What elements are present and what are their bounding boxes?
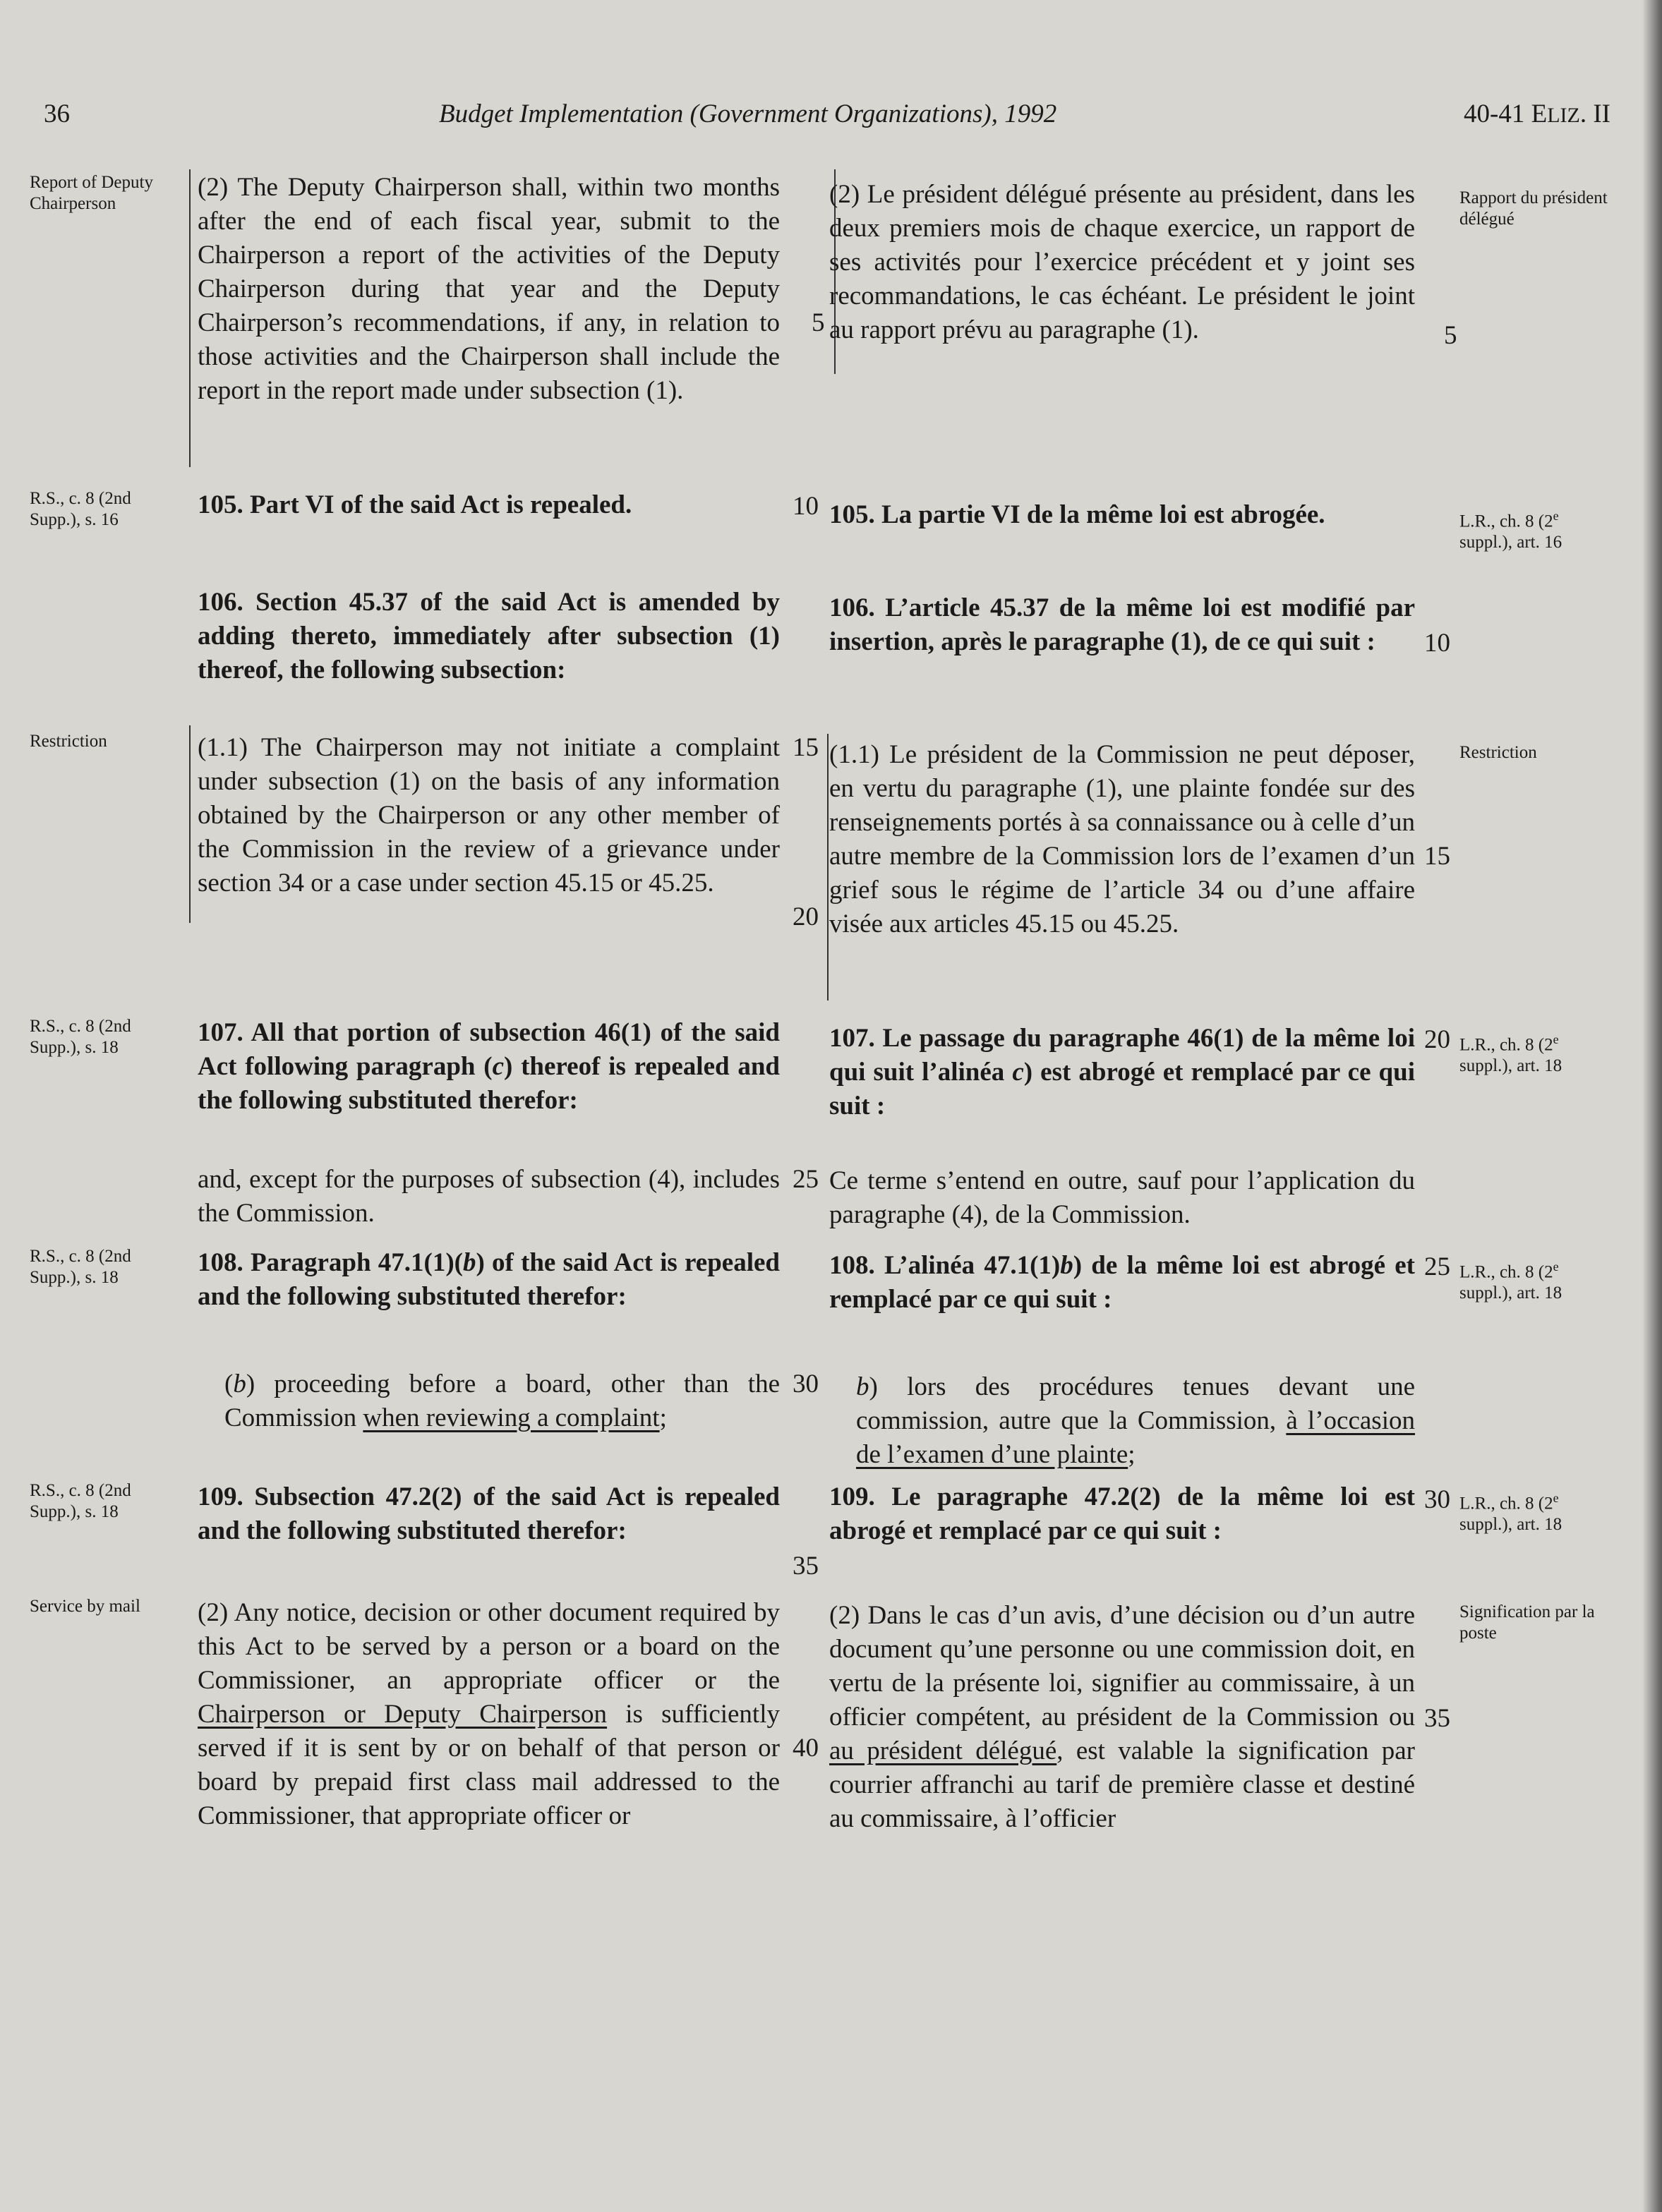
- margin-note-service: Service by mail: [30, 1597, 140, 1616]
- en-subsection-2: (2) The Deputy Chairperson shall, within two months after the end of each fiscal year, submit to the Chairperson a report of the activities of the Deputy Chairperson during that year and the Deputy Chairperson’s recommendations, if any, in relation to those activities and the Chairperson shall include the report in the report made under subsection (1).: [198, 173, 780, 405]
- fr-subsection-1-1: (1.1) Le président de la Commission ne peut déposer, en vertu du paragraphe (1), une plainte fondée sur des renseignements portés à sa connaissance ou à celle d’un autre membre de la Commission lors de l’examen d’un grief sous le régime de l’article 34 ou d’une affaire visée aux articles 45.15 ou 45.25.: [829, 740, 1415, 938]
- margin-note-rs-105: R.S., c. 8 (2nd Supp.), s. 16: [30, 489, 131, 529]
- margin-note-rs-108: R.S., c. 8 (2nd Supp.), s. 18: [30, 1247, 131, 1287]
- line-number: 15: [1424, 842, 1450, 871]
- en-section-106: 106. Section 45.37 of the said Act is amended by adding thereto, immediately after subsection (1) thereof, the following subsection:: [198, 588, 780, 684]
- margin-note-lr-105: L.R., ch. 8 (2e suppl.), art. 16: [1459, 509, 1562, 552]
- line-number: 25: [793, 1165, 819, 1194]
- fr-section-109: 109. Le paragraphe 47.2(2) de la même loi est abrogé et remplacé par ce qui suit :: [829, 1482, 1415, 1545]
- fr-section-108: 108. L’alinéa 47.1(1)b) de la même loi est abrogé et remplacé par ce qui suit :: [829, 1251, 1415, 1314]
- en-section-105: 105. Part VI of the said Act is repealed.: [198, 490, 632, 519]
- running-title: Budget Implementation (Government Organizations), 1992: [439, 99, 1057, 128]
- en-subsection-2-service: (2) Any notice, decision or other document required by this Act to be served by a person or a board on the Commissioner, an appropriate officer or the Chairperson or Deputy Chairperson is sufficiently served if it is sent by or on behalf of that person or board by prepaid first class mail addressed to the Commissioner, that appropriate officer or: [198, 1598, 780, 1830]
- en-section-108: 108. Paragraph 47.1(1)(b) of the said Act is repealed and the following substituted therefor:: [198, 1248, 780, 1311]
- margin-note-restriction-fr: Restriction: [1459, 743, 1537, 762]
- line-number: 25: [1424, 1252, 1450, 1281]
- amendment-bar-fr-1-1: [827, 734, 829, 1001]
- en-section-107: 107. All that portion of subsection 46(1) of the said Act following paragraph (c) thereof is repealed and the following substituted therefor:: [198, 1018, 780, 1115]
- fr-subsection-2-signification: (2) Dans le cas d’un avis, d’une décision ou d’un autre document qu’une personne ou une commission doit, en vertu de la présente loi, signifier au commissaire, à un officier compétent, au président de la Commission ou au président délégué, est valable la signification par courrier affranchi au tarif de première classe et destiné au commissaire, à l’officier: [829, 1601, 1416, 1833]
- fr-section-107: 107. Le passage du paragraphe 46(1) de la même loi qui suit l’alinéa c) est abrogé et remplacé par ce qui suit :: [829, 1024, 1415, 1120]
- amendment-bar-en-2: [189, 169, 191, 467]
- line-number: 5: [1444, 321, 1457, 350]
- margin-note-restriction-en: Restriction: [30, 732, 107, 751]
- line-number: 35: [793, 1552, 819, 1581]
- margin-note-lr-109: L.R., ch. 8 (2e suppl.), art. 18: [1459, 1491, 1562, 1535]
- fr-107-text: Ce terme s’entend en outre, sauf pour l’application du paragraphe (4), de la Commission.: [829, 1166, 1415, 1229]
- page-number: 36: [44, 99, 70, 128]
- page-header: [44, 99, 1610, 141]
- margin-note-rs-107: R.S., c. 8 (2nd Supp.), s. 18: [30, 1017, 131, 1057]
- line-number: 40: [793, 1734, 819, 1763]
- line-number: 30: [793, 1370, 819, 1398]
- en-107-text: and, except for the purposes of subsection (4), includes the Commission.: [198, 1165, 780, 1228]
- line-number: 20: [1424, 1025, 1450, 1054]
- fr-section-106: 106. L’article 45.37 de la même loi est modifié par insertion, après le paragraphe (1), de ce qui suit :: [829, 593, 1415, 656]
- regnal-smallcaps: LIZ: [1547, 104, 1580, 127]
- margin-note-rs-109: R.S., c. 8 (2nd Supp.), s. 18: [30, 1481, 131, 1521]
- fr-subsection-2: (2) Le président délégué présente au président, dans les deux premiers mois de chaque exercice, un rapport de ses activités pour l’exercice précédent et y joint ses recommandations, le cas échéant. Le président le joint au rapport prévu au paragraphe (1).: [829, 180, 1415, 344]
- fr-section-105: 105. La partie VI de la même loi est abrogée.: [829, 500, 1325, 529]
- regnal-suffix: . II: [1579, 99, 1610, 128]
- line-number: 10: [793, 492, 819, 521]
- line-number: 15: [793, 733, 819, 762]
- line-number: 35: [1424, 1704, 1450, 1733]
- regnal-year: [1464, 99, 1610, 129]
- margin-note-lr-107: L.R., ch. 8 (2e suppl.), art. 18: [1459, 1032, 1562, 1076]
- margin-note-report: Report of Deputy Chairperson: [30, 173, 153, 213]
- line-number: 10: [1424, 629, 1450, 658]
- margin-note-signification: Signification par la poste: [1459, 1602, 1595, 1643]
- en-subsection-1-1: (1.1) The Chairperson may not initiate a complaint under subsection (1) on the basis of any information obtained by the Chairperson or any other member of the Commission in the review of a grievance under section 34 or a case under section 45.15 or 45.25.: [198, 733, 780, 898]
- page-edge: [1642, 0, 1662, 2212]
- en-section-109: 109. Subsection 47.2(2) of the said Act is repealed and the following substituted therefor:: [198, 1482, 780, 1545]
- line-number: 5: [812, 308, 825, 337]
- margin-note-lr-108: L.R., ch. 8 (2e suppl.), art. 18: [1459, 1259, 1562, 1303]
- margin-note-rapport: Rapport du président délégué: [1459, 188, 1608, 229]
- line-number: 20: [793, 902, 819, 931]
- regnal-prefix: 40-41 E: [1464, 99, 1548, 128]
- amendment-bar-en-1-1: [189, 725, 191, 923]
- line-number: 30: [1424, 1485, 1450, 1514]
- en-paragraph-b: (b) proceeding before a board, other than the Commission when reviewing a complaint;: [224, 1370, 780, 1432]
- fr-paragraph-b: b) lors des procédures tenues devant une commission, autre que la Commission, à l’occasion de l’examen d’une plainte;: [856, 1372, 1415, 1469]
